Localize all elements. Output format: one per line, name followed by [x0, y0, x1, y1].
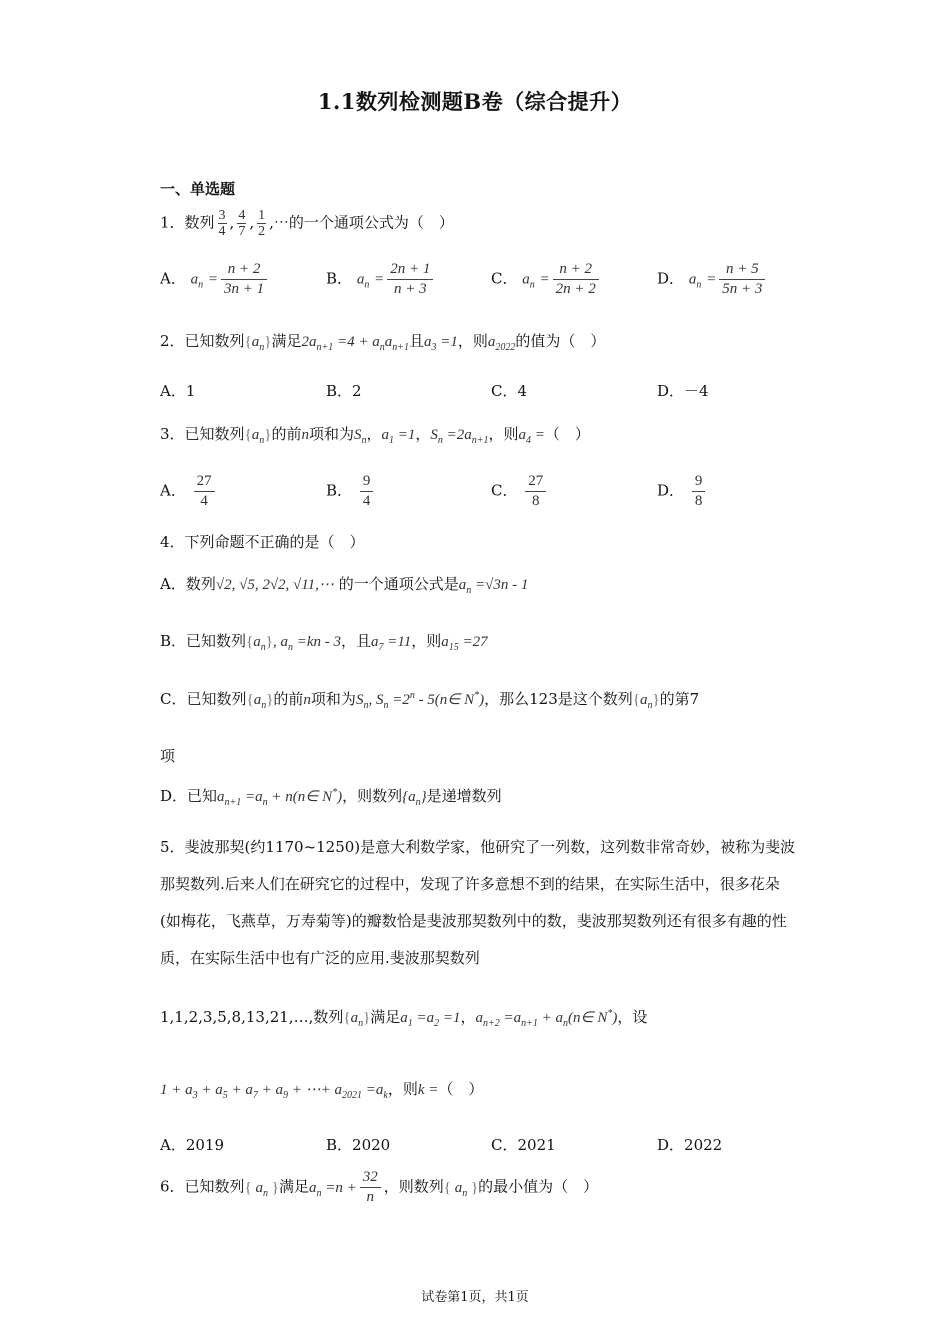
- question-1-option-a: A． $a_n$ = $\frac{n + 2}{3n + 1}$: [160, 260, 270, 299]
- page-footer: 试卷第1页，共1页: [421, 1290, 529, 1305]
- question-2-option-a: A．1: [160, 382, 196, 400]
- question-4-option-c-cont: 项: [160, 747, 176, 765]
- question-4-option-d: D．已知$a_{n+1} =a_n$ + n(n∈ N*)，则数列$\{a_n\}$是递增数列: [160, 787, 502, 808]
- question-5-sum-line: $1 + a_3 + a_5 + a_7 + a_9$ + ⋯+ $a_{2021} =a_k$，则k =（ ）: [160, 1080, 484, 1101]
- question-1-stem: 1．数列 $\frac{3}{4}$ , $\frac{4}{7}$ , $\frac{1}{2}$ ,⋯的一个通项公式为（ ）: [160, 208, 454, 239]
- question-2-option-c: C．4: [491, 382, 528, 400]
- question-5-option-b: B．2020: [326, 1136, 391, 1154]
- question-1-option-c: C． $a_n$ = $\frac{n + 2}{2n + 2}$: [491, 260, 602, 299]
- question-5-sequence-line: 1,1,2,3,5,8,13,21,…,数列$\{a_n\}$满足$a_1 =a_2 =1$，$a_{n+2} =a_{n+1}$ + $a_n(n\in$ N*)，设: [160, 1008, 648, 1029]
- question-3-stem: 3．已知数列$\{a_n\}$的前n项和为$S_n$，$a_1 =1$，$S_n =2a_{n+1}$，则$a_4$ =（ ）: [160, 425, 590, 446]
- question-4-option-b: B．已知数列$\{a_n\}$, $a_n =kn - 3$，且$a_7 =11$，则$a_{15} =27$: [160, 632, 488, 653]
- question-1-option-d: D． $a_n$ = $\frac{n + 5}{5n + 3}$: [657, 260, 768, 299]
- question-5-option-c: C．2021: [491, 1136, 556, 1154]
- question-2-option-b: B．2: [326, 382, 362, 400]
- question-6-stem: 6．已知数列{ $a_n$ }满足$a_n =n$ + $\frac{32}{n}$ ，则数列{ $a_n$ }的最小值为（ ）: [160, 1169, 599, 1205]
- question-2-option-d: D．－4: [657, 382, 709, 400]
- question-5-paragraph: 5．斐波那契(约1170~1250)是意大利数学家，他研究了一列数，这列数非常奇妙，被称为斐波那契数列.后来人们在研究它的过程中，发现了许多意想不到的结果，在实际生活中，很多花朵(如梅花，飞燕草，万寿菊等)的瓣数恰是斐波那契数列中的数，斐波那契数列还有很多有趣的性质，在实际生活中也有广泛的应用.斐波那契数列: [160, 838, 796, 967]
- question-4-stem: 4．下列命题不正确的是（ ）: [160, 533, 365, 551]
- question-4-option-a: A．数列√2, √5, 2√2, √11,⋯ 的一个通项公式是$a_n =√3n - 1$: [160, 575, 529, 596]
- question-2-stem: 2．已知数列$\{a_n\}$满足$2a_{n+1} =4 + a_na_{n+1}$且$a_3 =1$，则$a_{2022}$的值为（ ）: [160, 332, 606, 353]
- question-3-option-d: D． $\frac{9}{8}$: [657, 472, 708, 511]
- question-5-option-a: A．2019: [160, 1136, 225, 1154]
- question-4-option-c: C．已知数列$\{a_n\}$的前n项和为$S_n$, $S_n =2^n$ - 5(n∈ N*)，那么123是这个数列$\{a_n\}$的第7: [160, 690, 700, 711]
- question-3-option-b: B． $\frac{9}{4}$: [326, 472, 376, 511]
- question-3-option-c: C． $\frac{27}{8}$: [491, 472, 549, 511]
- section-heading: 一、单选题: [160, 180, 236, 198]
- page-title: 1.1数列检测题B卷（综合提升）: [317, 89, 633, 114]
- question-1-option-b: B． $a_n$ = $\frac{2n + 1}{n + 3}$: [326, 260, 436, 299]
- question-5-option-d: D．2022: [657, 1136, 723, 1154]
- question-3-option-a: A． $\frac{27}{4}$: [160, 472, 218, 511]
